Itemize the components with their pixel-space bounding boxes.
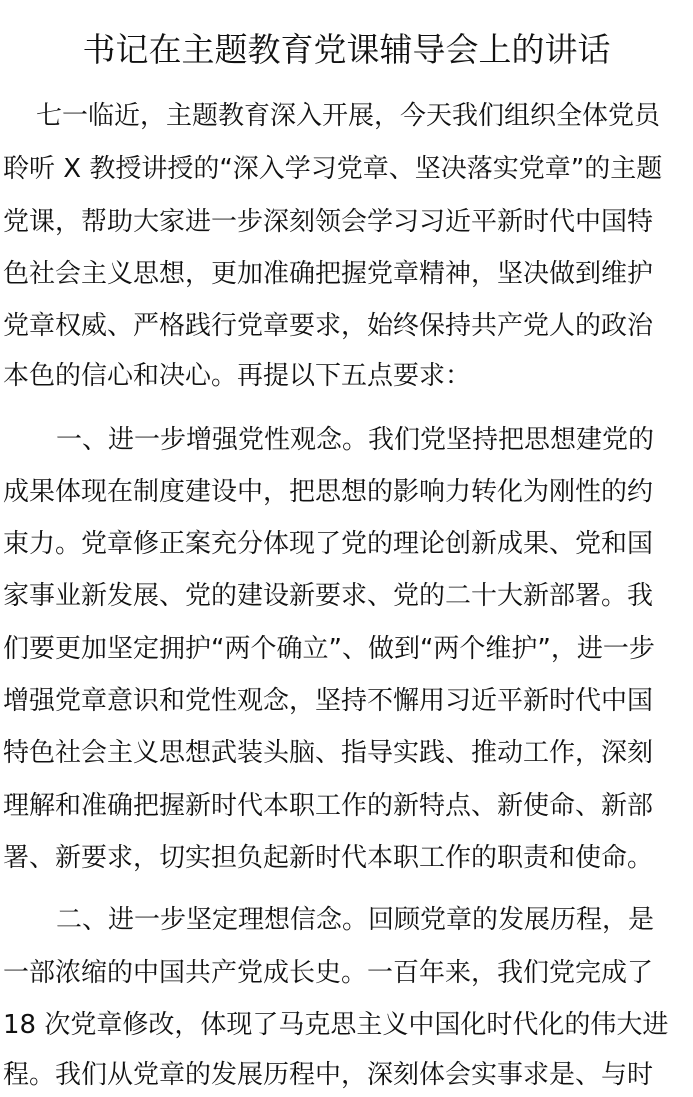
paragraph-2-line-6: 增强党章意识和党性观念，坚持不懈用习近平新时代中国	[3, 686, 654, 716]
paragraph-1-line-2: 聆听 X 教授讲授的“深入学习党章、坚决落实党章”的主题	[3, 154, 663, 184]
paragraph-1-line-4: 色社会主义思想，更加准确把握党章精神，坚决做到维护	[3, 259, 654, 289]
paragraph-2-line-5: 们要更加坚定拥护“两个确立”、做到“两个维护”，进一步	[3, 634, 655, 664]
paragraph-2-line-4: 家事业新发展、党的建设新要求、党的二十大新部署。我	[3, 581, 654, 611]
paragraph-1-line-3: 党课，帮助大家进一步深刻领会学习习近平新时代中国特	[3, 207, 654, 237]
paragraph-1-line-6: 本色的信心和决心。再提以下五点要求：	[3, 361, 472, 391]
paragraph-3-line-4: 程。我们从党章的发展历程中，深刻体会实事求是、与时	[3, 1060, 654, 1090]
paragraph-2-line-7: 特色社会主义思想武装头脑、指导实践、推动工作，深刻	[3, 738, 654, 768]
document-title: 书记在主题教育党课辅导会上的讲话	[82, 30, 611, 69]
paragraph-1-line-1: 七一临近，主题教育深入开展，今天我们组织全体党员	[36, 101, 661, 131]
paragraph-3-line-3: 18 次党章修改，体现了马克思主义中国化时代化的伟大进	[3, 1010, 669, 1040]
paragraph-3-line-1: 二、进一步坚定理想信念。回顾党章的发展历程，是	[56, 905, 655, 935]
paragraph-3-line-2: 一部浓缩的中国共产党成长史。一百年来，我们党完成了	[3, 958, 654, 988]
paragraph-2-line-8: 理解和准确把握新时代本职工作的新特点、新使命、新部	[3, 791, 654, 821]
paragraph-2-line-2: 成果体现在制度建设中，把思想的影响力转化为刚性的约	[3, 477, 654, 507]
paragraph-1-line-5: 党章权威、严格践行党章要求，始终保持共产党人的政治	[3, 311, 654, 341]
paragraph-2-line-9: 署、新要求，切实担负起新时代本职工作的职责和使命。	[3, 843, 654, 873]
paragraph-2-line-3: 束力。党章修正案充分体现了党的理论创新成果、党和国	[3, 529, 654, 559]
paragraph-2-line-1: 一、进一步增强党性观念。我们党坚持把思想建党的	[56, 425, 655, 455]
